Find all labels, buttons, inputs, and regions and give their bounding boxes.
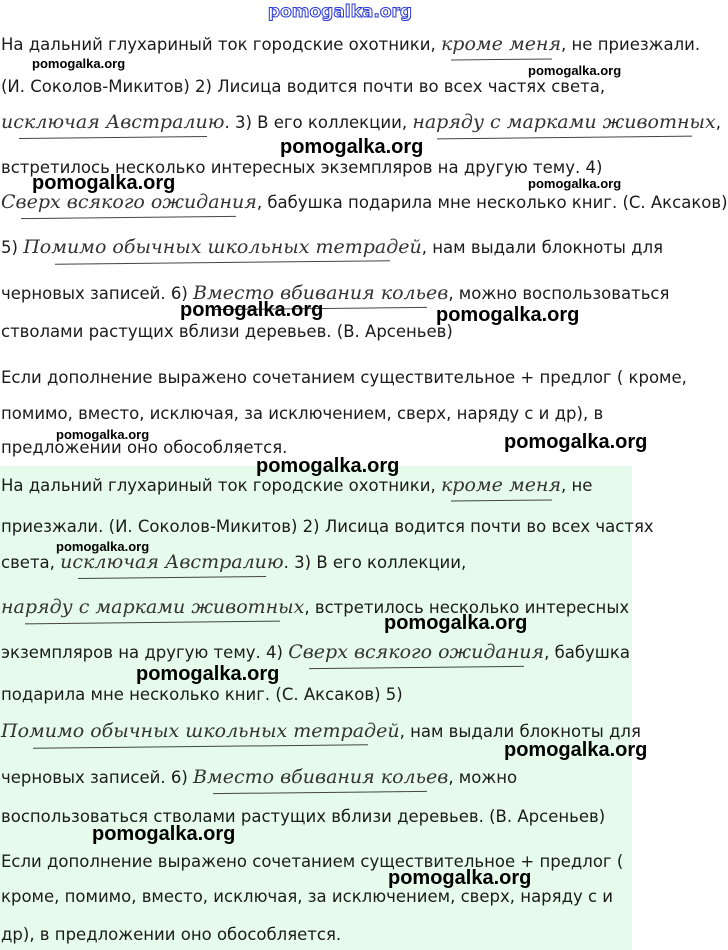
- text-line: исключая Австралию. 3) В его коллекции, наряду с марками животных,: [1, 111, 721, 133]
- rule-line: др), в предложении оно обособляется.: [1, 925, 342, 944]
- rule-line: Если дополнение выражено сочетанием существительное + предлог ( кроме,: [1, 368, 687, 387]
- handwritten-phrase: исключая Австралию: [1, 111, 225, 133]
- watermark: pomogalka.org: [436, 304, 580, 326]
- handwritten-phrase: Вместо вбивания кольев: [193, 282, 449, 304]
- watermark: pomogalka.org: [56, 539, 150, 554]
- text-line: Сверх всякого ожидания, бабушка подарила мне несколько книг. (С. Аксаков): [1, 191, 728, 213]
- handwritten-phrase: Сверх всякого ожидания: [288, 641, 545, 663]
- text-line: (И. Соколов-Микитов) 2) Лисица водится почти во всех частях света,: [1, 77, 606, 96]
- watermark: pomogalka.org: [32, 172, 176, 194]
- text-line: черновых записей. 6) Вместо вбивания кольев, можно воспользоваться: [1, 282, 670, 304]
- watermark: pomogalka.org: [384, 612, 528, 634]
- rule-line: помимо, вместо, исключая, за исключением, сверх, наряду с и др), в: [1, 404, 604, 423]
- watermark: pomogalka.org: [92, 823, 236, 845]
- text-line: встретилось несколько интересных экземпляров на другую тему. 4): [1, 158, 603, 177]
- watermark: pomogalka.org: [504, 739, 648, 761]
- rule-line: кроме, помимо, вместо, исключая, за исключением, сверх, наряду с и: [1, 887, 614, 906]
- handwritten-phrase: Вместо вбивания кольев: [193, 766, 449, 788]
- text-line: На дальний глухариный ток городские охотники, кроме меня, не: [1, 474, 593, 496]
- text-line: света, исключая Австралию. 3) В его коллекции,: [1, 551, 467, 573]
- text-line: Помимо обычных школьных тетрадей, нам выдали блокноты для: [1, 720, 641, 742]
- text-line: воспользоваться стволами растущих вблизи деревьев. (В. Арсеньев): [1, 807, 606, 826]
- watermark: pomogalka.org: [280, 136, 424, 158]
- watermark: pomogalka.org: [256, 455, 400, 477]
- text-line: экземпляров на другую тему. 4) Сверх всякого ожидания, бабушка: [1, 641, 630, 663]
- handwritten-phrase: кроме меня: [440, 474, 562, 496]
- handwritten-phrase: Помимо обычных школьных тетрадей: [23, 236, 422, 258]
- handwritten-phrase: наряду с марками животных: [1, 596, 305, 618]
- text-line: подарила мне несколько книг. (С. Аксаков) 5): [1, 685, 403, 704]
- watermark: pomogalka.org: [136, 663, 280, 685]
- rule-line: предложении оно обособляется.: [1, 438, 288, 457]
- text-line: наряду с марками животных, встретилось несколько интересных: [1, 596, 630, 618]
- text-line: черновых записей. 6) Вместо вбивания кольев, можно: [1, 766, 518, 788]
- watermark: pomogalka.org: [388, 867, 532, 889]
- watermark: pomogalka.org: [528, 63, 622, 78]
- rule-line: Если дополнение выражено сочетанием существительное + предлог (: [1, 852, 624, 871]
- watermark: pomogalka.org: [180, 299, 324, 321]
- handwritten-phrase: Помимо обычных школьных тетрадей: [1, 720, 400, 742]
- handwritten-phrase: кроме меня: [440, 33, 562, 55]
- text-line: стволами растущих вблизи деревьев. (В. Арсеньев): [1, 322, 453, 341]
- watermark: pomogalka.org: [504, 431, 648, 453]
- watermark: pomogalka.org: [32, 56, 126, 71]
- text-line: приезжали. (И. Соколов-Микитов) 2) Лисица водится почти во всех частях: [1, 517, 654, 536]
- text-line: 5) Помимо обычных школьных тетрадей, нам выдали блокноты для: [1, 236, 664, 258]
- handwritten-phrase: исключая Австралию: [60, 551, 284, 573]
- watermark: pomogalka.org: [56, 427, 150, 442]
- handwritten-phrase: наряду с марками животных: [412, 111, 716, 133]
- watermark: pomogalka.org: [528, 176, 622, 191]
- text-line: На дальний глухариный ток городские охотники, кроме меня, не приезжали.: [1, 33, 701, 55]
- site-link[interactable]: pomogalka.org: [267, 2, 413, 22]
- handwritten-phrase: Сверх всякого ожидания: [1, 191, 257, 213]
